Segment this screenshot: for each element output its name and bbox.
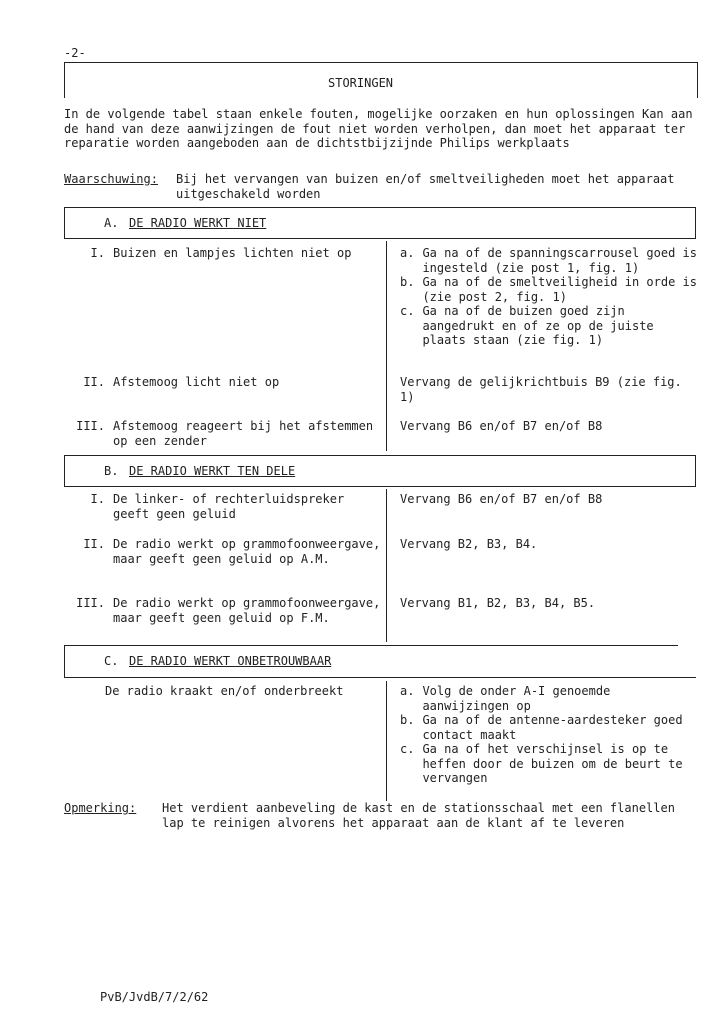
section-c-left-rule [64, 645, 65, 677]
remedy-text: Ga na of het verschijnsel is op te heffen door de buizen om de beurt te vervangen [422, 742, 683, 785]
section-c-title: DE RADIO WERKT ONBETROUWBAAR [129, 654, 332, 668]
section-c-bottom-rule [64, 677, 696, 678]
remedy-letter: c. [400, 742, 415, 756]
section-a-title: DE RADIO WERKT NIET [129, 216, 267, 230]
fault-text: De linker- of rechterluidspreker geeft geen geluid [113, 492, 345, 521]
remedies-c [400, 684, 698, 786]
remedy-text: Ga na of de smeltveiligheid in orde is (zie post 2, fig. 1) [422, 275, 697, 304]
section-a-divider [386, 241, 387, 451]
page-number: -2- [64, 46, 86, 60]
remedy-a-3: Vervang B6 en/of B7 en/of B8 [400, 419, 603, 433]
remedy-text: Ga na of de spanningscarrousel goed is ingesteld (zie post 1, fig. 1) [422, 246, 697, 275]
remedy-text: Ga na of de antenne-aardesteker goed contact maakt [422, 713, 683, 742]
warning-text: Bij het vervangen van buizen en/of smeltveiligheden moet het apparaat uitgeschakeld worden [176, 172, 675, 201]
fault-b-1 [64, 492, 382, 521]
section-a-num: A. [104, 216, 119, 230]
fault-num: III. [76, 596, 105, 610]
fault-b-2 [64, 537, 382, 566]
intro-paragraph: In de volgende tabel staan enkele fouten, mogelijke oorzaken en hun oplossingen Kan aan de hand van deze aanwijzingen de fout niet worden verholpen, dan moet het apparaat ter reparatie worden aangeboden aan de dichtstbijzijnde Philips werkplaats [64, 107, 693, 150]
note-label: Opmerking: [64, 801, 137, 815]
fault-text: Afstemoog licht niet op [113, 375, 280, 389]
remedy-text: Volg de onder A-I genoemde aanwijzingen op [422, 684, 611, 713]
fault-c: De radio kraakt en/of onderbreekt [105, 684, 344, 698]
remedy-a-2: Vervang de gelijkrichtbuis B9 (zie fig. 1) [400, 375, 682, 404]
remedy-letter: b. [400, 713, 415, 727]
fault-a-1 [64, 246, 382, 261]
remedy-letter: c. [400, 304, 415, 318]
fault-num: I. [90, 246, 105, 260]
fault-num: II. [83, 537, 105, 551]
fault-a-3 [64, 419, 382, 448]
section-b-num: B. [104, 464, 119, 478]
remedy-text: Ga na of de buizen goed zijn aangedrukt en of ze op de juiste plaats staan (zie fig. 1) [422, 304, 654, 347]
fault-text: De radio werkt op grammofoonweergave, maar geeft geen geluid op A.M. [113, 537, 381, 566]
remedy-letter: a. [400, 684, 415, 698]
fault-text: De radio werkt op grammofoonweergave, maar geeft geen geluid op F.M. [113, 596, 381, 625]
fault-num: III. [76, 419, 105, 433]
fault-num: II. [83, 375, 105, 389]
section-b-title: DE RADIO WERKT TEN DELE [129, 464, 296, 478]
fault-b-3 [64, 596, 382, 625]
footer-reference: PvB/JvdB/7/2/62 [100, 990, 209, 1004]
remedy-letter: a. [400, 246, 415, 260]
fault-a-2 [64, 375, 382, 390]
section-c-num: C. [104, 654, 119, 668]
fault-text: Buizen en lampjes lichten niet op [113, 246, 352, 260]
fault-text: Afstemoog reageert bij het afstemmen op een zender [113, 419, 374, 448]
note-text: Het verdient aanbeveling de kast en de stationsschaal met een flanellen lap te reinigen alvorens het apparaat aan de klant af te leveren [162, 801, 675, 830]
remedies-a-1 [400, 246, 698, 348]
remedy-b-1: Vervang B6 en/of B7 en/of B8 [400, 492, 603, 506]
fault-num: I. [90, 492, 105, 506]
section-c-top-rule [64, 645, 678, 646]
remedy-b-2: Vervang B2, B3, B4. [400, 537, 538, 551]
remedy-b-3: Vervang B1, B2, B3, B4, B5. [400, 596, 596, 610]
page-title: STORINGEN [328, 76, 394, 90]
section-b-divider [386, 489, 387, 642]
remedy-letter: b. [400, 275, 415, 289]
section-c-divider [386, 681, 387, 801]
warning-label: Waarschuwing: [64, 172, 158, 186]
